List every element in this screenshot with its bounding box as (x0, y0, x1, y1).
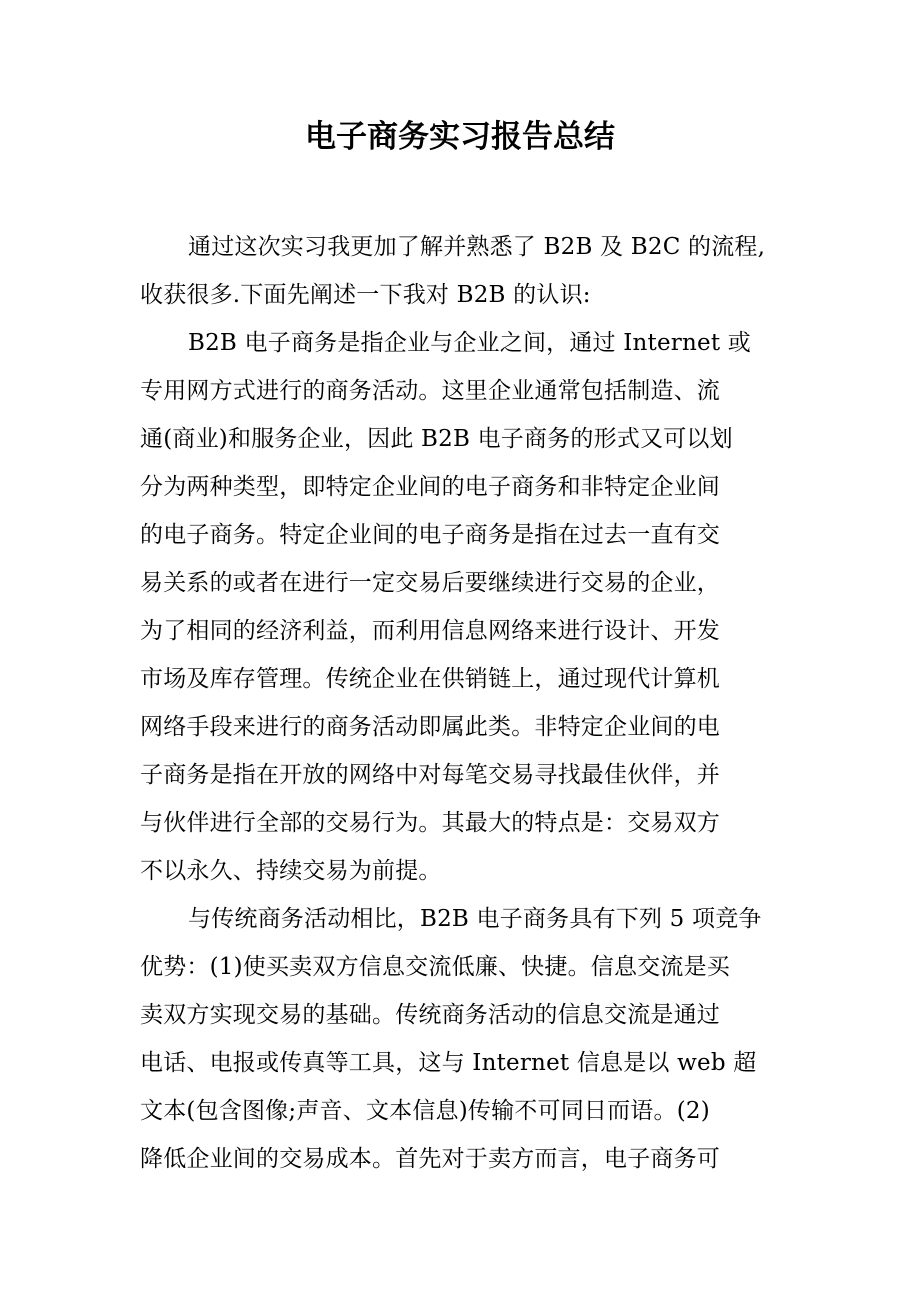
document-body (140, 223, 780, 1183)
paragraph-line: 易关系的或者在进行一定交易后要继续进行交易的企业， (140, 570, 720, 596)
paragraph-line: 优势：(1)使买卖双方信息交流低廉、快捷。信息交流是买 (140, 954, 730, 980)
paragraph-line: 与传统商务活动相比，B2B 电子商务具有下列 5 项竞争 (188, 906, 762, 932)
paragraph-line: 文本(包含图像;声音、文本信息)传输不可同日而语。(2) (140, 1098, 710, 1124)
paragraph-line: 收获很多.下面先阐述一下我对 B2B 的认识: (140, 282, 591, 308)
paragraph-line: 与伙伴进行全部的交易行为。其最大的特点是：交易双方 (140, 810, 720, 836)
paragraph-line: 通过这次实习我更加了解并熟悉了 B2B 及 B2C 的流程, (188, 234, 766, 260)
paragraph-line: 的电子商务。特定企业间的电子商务是指在过去一直有交 (140, 522, 720, 548)
paragraph-line: 专用网方式进行的商务活动。这里企业通常包括制造、流 (140, 378, 720, 404)
document-title: 电子商务实习报告总结 (305, 119, 615, 155)
paragraph-line: 为了相同的经济利益，而利用信息网络来进行设计、开发 (140, 618, 720, 644)
paragraph-line: 网络手段来进行的商务活动即属此类。非特定企业间的电 (140, 714, 720, 740)
paragraph-line: 通(商业)和服务企业，因此 B2B 电子商务的形式又可以划 (140, 426, 733, 452)
paragraph-line: 分为两种类型，即特定企业间的电子商务和非特定企业间 (140, 474, 720, 500)
paragraph-line: 子商务是指在开放的网络中对每笔交易寻找最佳伙伴，并 (140, 762, 720, 788)
paragraph-line: 电话、电报或传真等工具，这与 Internet 信息是以 web 超 (140, 1050, 757, 1076)
paragraph-line: B2B 电子商务是指企业与企业之间，通过 Internet 或 (188, 330, 751, 356)
paragraph-line: 不以永久、持续交易为前提。 (140, 858, 442, 884)
paragraph-line: 卖双方实现交易的基础。传统商务活动的信息交流是通过 (140, 1002, 720, 1028)
paragraph-line: 降低企业间的交易成本。首先对于卖方而言，电子商务可 (140, 1146, 720, 1172)
paragraph-line: 市场及库存管理。传统企业在供销链上，通过现代计算机 (140, 666, 720, 692)
